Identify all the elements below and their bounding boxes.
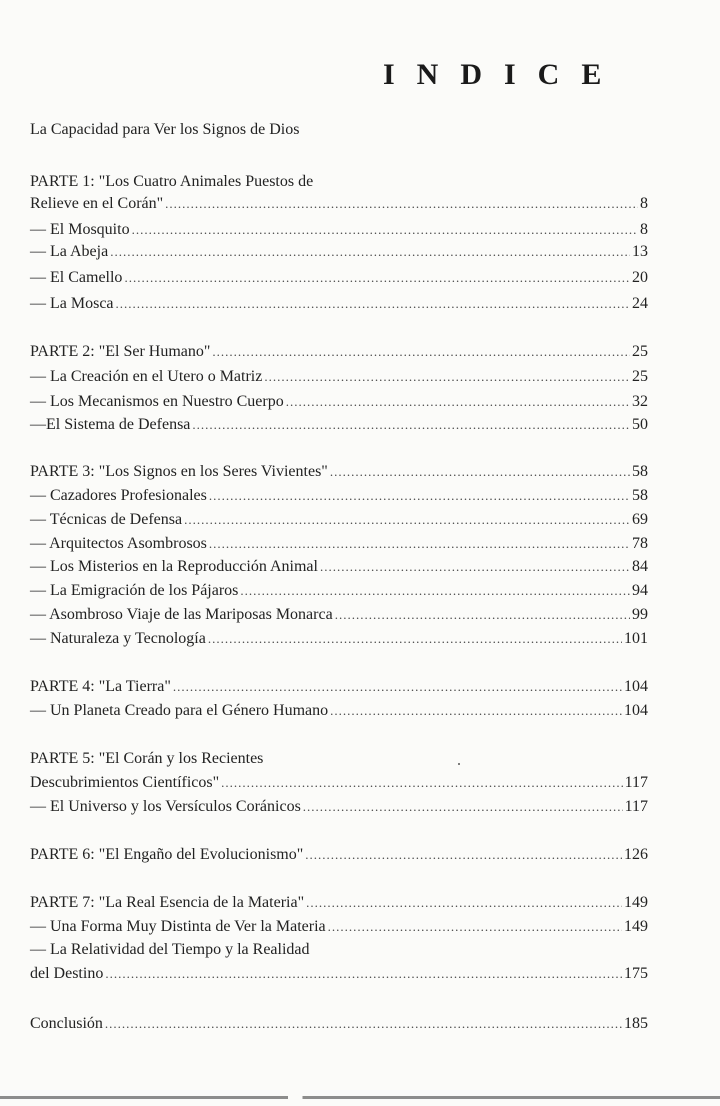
toc-entry-page: 185: [624, 1015, 648, 1032]
toc-entry-label: — El Camello: [30, 269, 123, 286]
toc-entry: [30, 391, 648, 413]
toc-entry-page: 50: [632, 416, 648, 433]
toc-entry-label: PARTE 6: "El Engaño del Evolucionismo": [30, 846, 304, 863]
toc-entry-page: 117: [624, 798, 648, 815]
toc-entry: [30, 796, 648, 818]
dot-leader: [320, 556, 630, 578]
toc-entry: [30, 916, 648, 938]
toc-entry-page: 149: [624, 918, 648, 935]
toc-entry: [30, 241, 648, 263]
toc-entry-page: 84: [632, 558, 648, 575]
toc-entry-page: 78: [632, 535, 648, 552]
dot-leader: [330, 461, 630, 483]
toc-entry-page: 25: [632, 368, 648, 385]
toc-entry-label: — La Abeja: [30, 243, 109, 260]
toc-entry-page: 13: [632, 243, 648, 260]
toc-entry-label: — Una Forma Muy Distinta de Ver la Materia: [30, 918, 326, 935]
toc-entry: [30, 556, 648, 578]
toc-entry-label: — La Emigración de los Pájaros: [30, 582, 239, 599]
toc-entry-label: Conclusión: [30, 1015, 103, 1032]
toc-entry: [30, 267, 648, 289]
toc-entry-label: PARTE 3: "Los Signos en los Seres Vivientes": [30, 463, 328, 480]
toc-entry-page: 101: [624, 630, 648, 647]
dot-leader: [105, 963, 622, 985]
dot-leader: [303, 796, 623, 818]
dot-leader: [264, 366, 630, 388]
toc-entry: [30, 700, 648, 722]
toc-entry: [30, 341, 648, 363]
toc-entry: [30, 772, 648, 794]
toc-entry-label: — Técnicas de Defensa: [30, 511, 183, 528]
toc-entry-page: 20: [632, 269, 648, 286]
toc-entry-label: PARTE 7: "La Real Esencia de la Materia": [30, 894, 305, 911]
toc-entry: [30, 509, 648, 531]
toc-entry: [30, 963, 648, 985]
dot-leader: [240, 580, 630, 602]
toc-entry-label: — El Universo y los Versículos Coránicos: [30, 798, 301, 815]
toc-entry-page: 104: [624, 702, 648, 719]
toc-entry: [30, 892, 648, 914]
toc-entry-page: 104: [624, 678, 648, 695]
toc-entry-label: PARTE 2: "El Ser Humano": [30, 343, 211, 360]
toc-entry: [30, 628, 648, 650]
intro-line: La Capacidad para Ver los Signos de Dios: [30, 121, 300, 138]
print-speck: [458, 763, 460, 765]
dot-leader: [184, 509, 630, 531]
toc-entry: [30, 293, 648, 315]
toc-entry-label: — Los Mecanismos en Nuestro Cuerpo: [30, 393, 284, 410]
toc-entry-label: — La Relatividad del Tiempo y la Realidad: [30, 941, 310, 958]
toc-entry: [30, 676, 648, 698]
toc-entry-label: Descubrimientos Científicos": [30, 774, 220, 791]
toc-entry-page: 117: [624, 774, 648, 791]
toc-entry: [30, 219, 648, 241]
toc-entry-label: Relieve en el Corán": [30, 195, 164, 212]
toc-entry-page: 99: [632, 606, 648, 623]
dot-leader: [306, 892, 622, 914]
toc-entry-label: PARTE 1: "Los Cuatro Animales Puestos de: [30, 173, 314, 190]
toc-entry-page: 8: [640, 195, 648, 212]
dot-leader: [116, 293, 630, 315]
toc-entry-label: — La Creación en el Utero o Matriz: [30, 368, 263, 385]
toc-entry: [30, 414, 648, 436]
toc-entry-label: — Un Planeta Creado para el Género Humano: [30, 702, 329, 719]
toc-entry: [30, 171, 648, 193]
dot-leader: [105, 1013, 622, 1035]
dot-leader: [124, 267, 630, 289]
toc-entry-page: 149: [624, 894, 648, 911]
dot-leader: [110, 241, 630, 263]
toc-entry-page: 24: [632, 295, 648, 312]
toc-entry: [30, 580, 648, 602]
toc-entry-page: 94: [632, 582, 648, 599]
dot-leader: [221, 772, 622, 794]
toc-entry: [30, 366, 648, 388]
toc-entry-page: 175: [624, 965, 648, 982]
toc-entry: [30, 939, 648, 961]
dot-leader: [330, 700, 622, 722]
dot-leader: [132, 219, 638, 241]
toc-entry-page: 32: [632, 393, 648, 410]
toc-entry-label: — La Mosca: [30, 295, 114, 312]
toc-entry-label: del Destino: [30, 965, 104, 982]
dot-leader: [173, 676, 622, 698]
toc-entry: [30, 604, 648, 626]
toc-entry-page: 25: [632, 343, 648, 360]
toc-entry-label: —El Sistema de Defensa: [30, 416, 191, 433]
dot-leader: [328, 916, 622, 938]
toc-entry-label: — El Mosquito: [30, 221, 130, 238]
dot-leader: [209, 533, 630, 555]
dot-leader: [335, 604, 630, 626]
toc-entry: [30, 1013, 648, 1035]
dot-leader: [165, 193, 638, 215]
toc-entry-label: PARTE 5: "El Corán y los Recientes: [30, 750, 264, 767]
dot-leader: [305, 844, 622, 866]
toc-entry-page: 8: [640, 221, 648, 238]
toc-entry-label: — Naturaleza y Tecnología: [30, 630, 206, 647]
toc-entry-page: 58: [632, 463, 648, 480]
dot-leader: [192, 414, 630, 436]
toc-entry-page: 126: [624, 846, 648, 863]
toc-entry-page: 58: [632, 487, 648, 504]
toc-entry-label: — Asombroso Viaje de las Mariposas Monarca: [30, 606, 333, 623]
toc-entry: [30, 193, 648, 215]
toc-entry: [30, 748, 648, 770]
toc-entry: [30, 461, 648, 483]
toc-entry: [30, 844, 648, 866]
toc-entry-label: — Arquitectos Asombrosos: [30, 535, 207, 552]
dot-leader: [208, 628, 622, 650]
toc-entry: [30, 533, 648, 555]
toc-entry-label: PARTE 4: "La Tierra": [30, 678, 171, 695]
dot-leader: [286, 391, 630, 413]
toc-entry: [30, 485, 648, 507]
dot-leader: [209, 485, 630, 507]
page-edge-line: [0, 1096, 720, 1099]
toc-entry-label: — Cazadores Profesionales: [30, 487, 207, 504]
toc-entry-page: 69: [632, 511, 648, 528]
dot-leader: [212, 341, 630, 363]
page-title: INDICE: [383, 58, 624, 91]
toc-entry-label: — Los Misterios en la Reproducción Animal: [30, 558, 318, 575]
